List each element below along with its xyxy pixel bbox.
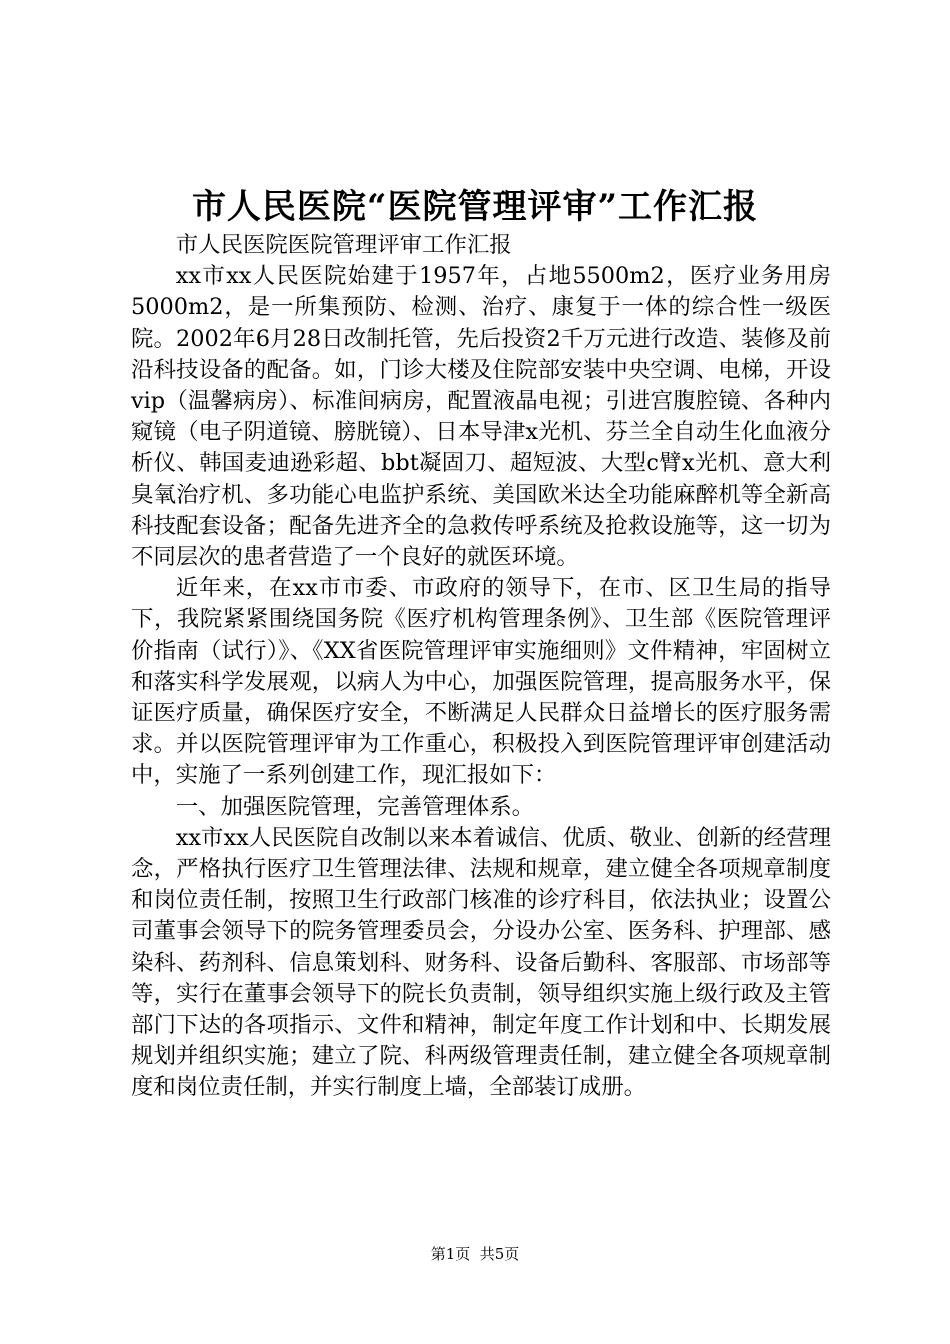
section-heading-1: 一、加强医院管理，完善管理体系。 [175, 793, 535, 820]
hospital-intro-paragraph: xx市xx人民医院始建于1957年，占地5500m2，医疗业务用房5000m2，是一所集预防、检测、治疗、康复于一体的综合性一级医院。2002年6月28日改制托管，先后投资2千万元进行改造、装修及前沿科技设备的配备。如，门诊大楼及住院部安装中央空调、电梯，开设vip（温馨病房）、标准间病房，配置液晶电视；引进宫腹腔镜、各种内窥镜（电子阴道镜、膀胱镜）、日本导津x光机、芬兰全自动生化血液分析仪、韩国麦迪逊彩超、bbt凝固刀、超短波、大型c臂x光机、意大利臭氧治疗机、多功能心电监护系统、美国欧米达全功能麻醉机等全新高科技配套设备；配备先进齐全的急救传呼系统及抢救设施等，这一切为不同层次的患者营造了一个良好的就医环境。 [131, 263, 831, 571]
page-footer: 第1页 共5页 [430, 1245, 520, 1263]
management-paragraph: xx市xx人民医院自改制以来本着诚信、优质、敬业、创新的经营理念，严格执行医疗卫生管理法律、法规和规章，建立健全各项规章制度和岗位责任制，按照卫生行政部门核准的诊疗科目，依法执业；设置公司董事会领导下的院务管理委员会，分设办公室、医务科、护理部、感染科、药剂科、信息策划科、财务科、设备后勤科、客服部、市场部等等，实行在董事会领导下的院长负责制，领导组织实施上级行政及主管部门下达的各项指示、文件和精神，制定年度工作计划和中、长期发展规划并组织实施；建立了院、科两级管理责任制，建立健全各项规章制度和岗位责任制，并实行制度上墙，全部装订成册。 [131, 824, 831, 1101]
document-body [131, 230, 831, 1104]
document-title: 市人民医院“医院管理评审”工作汇报 [191, 187, 759, 227]
recent-years-paragraph: 近年来，在xx市市委、市政府的领导下，在市、区卫生局的指导下，我院紧紧围绕国务院《医疗机构管理条例》、卫生部《医院管理评价指南（试行）》、《XX省医院管理评审实施细则》文件精神，牢固树立和落实科学发展观，以病人为中心，加强医院管理，提高服务水平，保证医疗质量，确保医疗安全，不断满足人民群众日益增长的医疗服务需求。并以医院管理评审为工作重心，积极投入到医院管理评审创建活动中，实施了一系列创建工作，现汇报如下： [131, 575, 831, 789]
subtitle-paragraph: 市人民医院医院管理评审工作汇报 [175, 232, 512, 258]
